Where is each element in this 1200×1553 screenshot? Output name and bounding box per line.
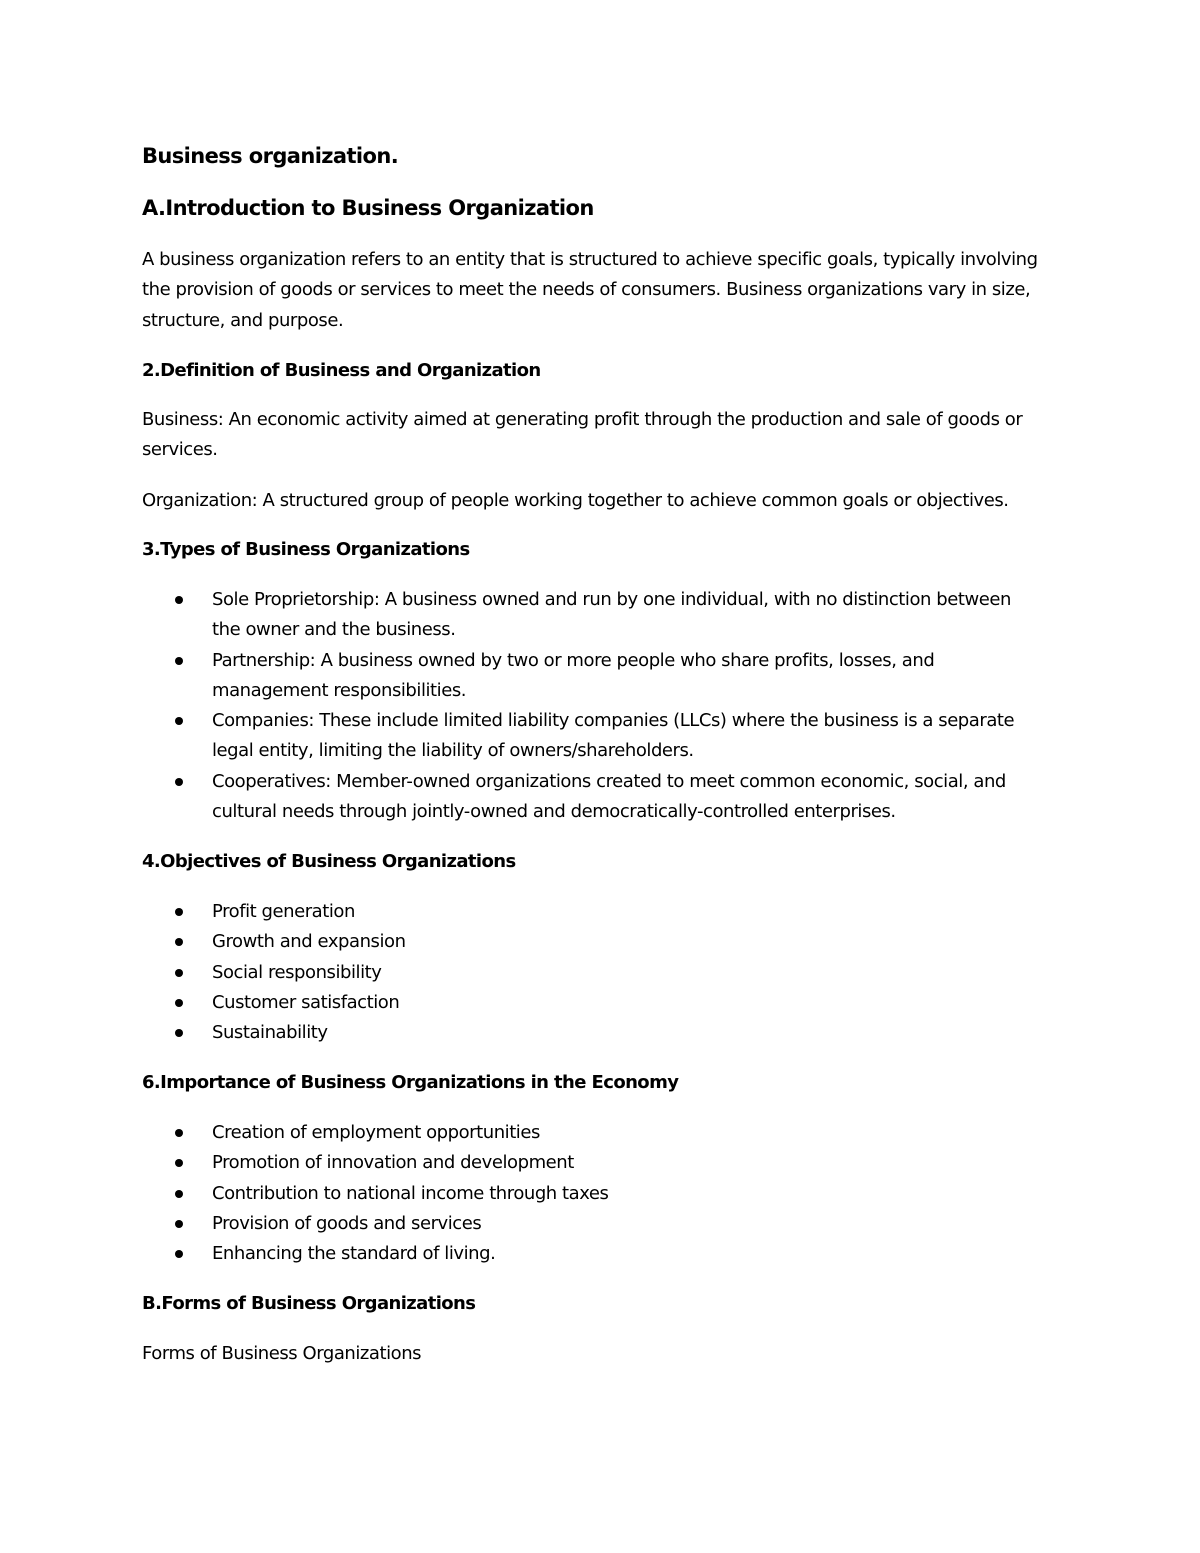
bullet-icon <box>175 657 183 665</box>
list-item <box>142 927 406 957</box>
section-heading-importance: 6.Importance of Business Organizations in the Economy <box>142 1072 679 1093</box>
bullet-icon <box>175 908 183 916</box>
bullet-icon <box>175 969 183 977</box>
organization-definition-paragraph: Organization: A structured group of people working together to achieve common goals or objectives. <box>142 490 1009 511</box>
introduction-line: the provision of goods or services to meet the needs of consumers. Business organizations vary in size, <box>142 279 1031 301</box>
list-item-text: Sustainability <box>212 1022 328 1044</box>
bullet-icon <box>175 1250 183 1258</box>
bullet-icon <box>175 938 183 946</box>
business-definition-line: Business: An economic activity aimed at generating profit through the production and sale of goods or <box>142 409 1023 430</box>
list-item-text: cultural needs through jointly-owned and democratically-controlled enterprises. <box>212 801 896 823</box>
list-item <box>142 1148 608 1178</box>
list-item <box>142 1209 608 1239</box>
list-item-text: Enhancing the standard of living. <box>212 1243 496 1265</box>
section-heading-introduction: A.Introduction to Business Organization <box>142 196 594 220</box>
importance-list <box>142 1118 608 1269</box>
forms-paragraph: Forms of Business Organizations <box>142 1343 422 1364</box>
bullet-icon <box>175 717 183 725</box>
section-heading-types: 3.Types of Business Organizations <box>142 539 470 560</box>
list-item <box>142 646 1014 707</box>
list-item <box>142 706 1014 767</box>
section-heading-objectives: 4.Objectives of Business Organizations <box>142 851 516 872</box>
document-title: Business organization. <box>142 144 399 168</box>
list-item <box>142 1018 406 1048</box>
list-item-text: Cooperatives: Member-owned organizations created to meet common economic, social, and <box>212 770 1006 792</box>
bullet-icon <box>175 1220 183 1228</box>
list-item-text: management responsibilities. <box>212 679 467 701</box>
objectives-list <box>142 897 406 1048</box>
list-item-text: Profit generation <box>212 901 355 922</box>
bullet-icon <box>175 999 183 1007</box>
section-heading-forms: B.Forms of Business Organizations <box>142 1293 476 1314</box>
list-item <box>142 958 406 988</box>
list-item <box>142 1239 608 1269</box>
list-item <box>142 1118 608 1148</box>
bullet-icon <box>175 596 183 604</box>
list-item <box>142 988 406 1018</box>
list-item-text: Growth and expansion <box>212 931 406 953</box>
list-item-text: legal entity, limiting the liability of owners/shareholders. <box>212 740 694 762</box>
list-item <box>142 585 1014 646</box>
list-item <box>142 1179 608 1209</box>
section-heading-definition: 2.Definition of Business and Organization <box>142 360 541 381</box>
list-item-text: Customer satisfaction <box>212 991 400 1013</box>
introduction-line: A business organization refers to an entity that is structured to achieve specific goals, typically involving <box>142 249 1038 270</box>
list-item <box>142 767 1014 828</box>
list-item-text: Contribution to national income through taxes <box>212 1182 609 1204</box>
bullet-icon <box>175 1029 183 1037</box>
bullet-icon <box>175 1129 183 1137</box>
bullet-icon <box>175 1159 183 1167</box>
business-definition-paragraph <box>142 405 1022 466</box>
list-item-text: Companies: These include limited liability companies (LLCs) where the business is a separate <box>212 710 1015 732</box>
bullet-icon <box>175 1190 183 1198</box>
list-item <box>142 897 406 927</box>
bullet-icon <box>175 778 183 786</box>
list-item-text: Social responsibility <box>212 961 382 983</box>
business-definition-line: services. <box>142 439 218 461</box>
list-item-text: Partnership: A business owned by two or more people who share profits, losses, and <box>212 649 935 671</box>
list-item-text: the owner and the business. <box>212 619 456 641</box>
introduction-line: structure, and purpose. <box>142 309 344 331</box>
types-list <box>142 585 1014 827</box>
introduction-paragraph <box>142 245 1038 336</box>
list-item-text: Provision of goods and services <box>212 1212 482 1234</box>
list-item-text: Sole Proprietorship: A business owned and run by one individual, with no distinction between <box>212 589 1011 610</box>
list-item-text: Promotion of innovation and development <box>212 1152 574 1174</box>
list-item-text: Creation of employment opportunities <box>212 1122 540 1143</box>
